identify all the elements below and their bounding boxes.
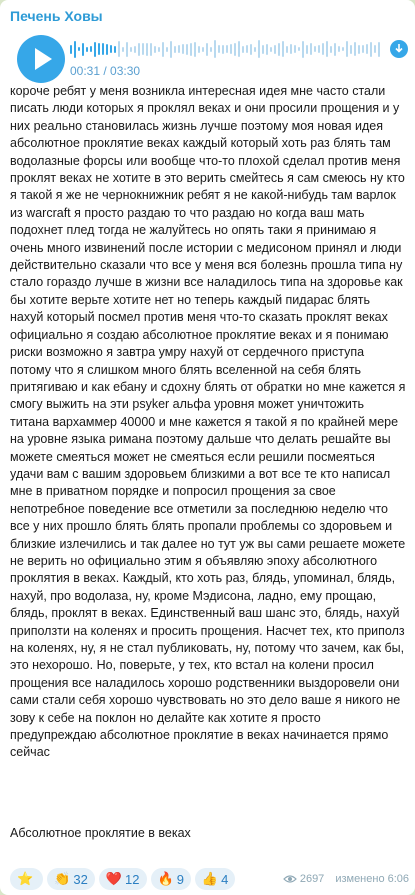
play-button[interactable]	[17, 35, 65, 83]
waveform-bar	[226, 45, 228, 53]
waveform-bar	[154, 46, 156, 53]
waveform-bar	[158, 47, 160, 52]
reaction-count: 12	[125, 871, 140, 887]
waveform-bar	[302, 41, 304, 58]
views-count: 2697	[299, 873, 325, 885]
reaction-chip[interactable]	[47, 868, 95, 890]
waveform-bar	[254, 47, 256, 52]
waveform-bar	[74, 41, 76, 58]
waveform-bar	[150, 43, 152, 56]
waveform-bar	[114, 46, 116, 53]
waveform-bar	[86, 47, 88, 52]
waveform-bar	[338, 46, 340, 52]
waveform-bar	[94, 42, 96, 57]
reaction-chip[interactable]	[151, 868, 191, 890]
sender-name[interactable]: Печень Ховы	[10, 8, 103, 24]
waveform-bar	[346, 41, 348, 57]
waveform-bar	[306, 45, 308, 54]
waveform-bar	[378, 42, 380, 57]
message-time: 6:06	[387, 873, 409, 885]
waveform-bar	[294, 45, 296, 53]
waveform-bar	[126, 42, 128, 57]
waveform-bar	[198, 46, 200, 53]
waveform-bar	[270, 47, 272, 52]
reaction-emoji: 👍	[201, 871, 219, 886]
waveform-bar	[122, 47, 124, 52]
waveform-bar	[342, 47, 344, 51]
waveform-bar	[190, 43, 192, 56]
waveform-bar	[354, 42, 356, 56]
waveform-bar	[162, 42, 164, 57]
waveform-bar	[70, 45, 72, 54]
waveform-bar	[330, 46, 332, 53]
waveform-bar	[146, 43, 148, 56]
waveform-bar	[258, 40, 260, 58]
waveform-bar	[310, 43, 312, 55]
eye-icon	[283, 874, 297, 884]
waveform-bar	[106, 44, 108, 55]
waveform-bar	[178, 45, 180, 53]
waveform-bar	[334, 43, 336, 56]
waveform-bar	[262, 45, 264, 54]
waveform-bar	[326, 41, 328, 57]
waveform-bar	[298, 47, 300, 51]
waveform-bar	[290, 44, 292, 54]
waveform-bar	[210, 47, 212, 52]
waveform-bar	[214, 40, 216, 58]
reaction-emoji: ⭐	[17, 871, 34, 886]
waveform-bar	[322, 43, 324, 55]
waveform-bar	[278, 43, 280, 56]
waveform-bar	[350, 45, 352, 54]
waveform-bar	[186, 44, 188, 55]
waveform-bar	[166, 47, 168, 52]
waveform-bar	[110, 45, 112, 53]
waveform-bar	[102, 43, 104, 55]
waveform-bar	[222, 45, 224, 54]
waveform-bar	[274, 45, 276, 54]
reaction-count: 9	[176, 871, 184, 887]
waveform-bar	[78, 47, 80, 51]
waveform-bar	[230, 44, 232, 54]
message-text: короче ребят у меня возникла интересная идея мне часто стали писать люди которых я проклял веках и они просили прощения и у них реально становилась жизнь лучше поэтому моя новая идея абсолютное проклятие веках каждый который хоть раз блять там водолазные форсы или вообще что-то плохой сделал против меня проклят веках не хотите в это верить смейтесь я сам смеюсь ну кто я такой я же не чернокнижник ребят я не какой-нибудь там варлок из warcraft я просто раздаю то что раздаю но когда ваш мать подохнет плед тогда не жалуйтесь но опять таки я принимаю я очень много извинений после истории с медисоном принял и люди действительно сказали что все у меня вся болезнь прошла типа ну стало гораздо лучше в жизни все наладилось типа на здоровье как бы хотите верьте хотите нет но теперь каждый пидарас блять нахуй который посмел против меня что-то сказать проклят веках официально я создаю абсолютное проклятие веках и я понимаю риски возможно я завтра умру нахуй от сердечного приступа потому что я слишком много блять вселенной на себя блять притягиваю и как ебану и сдохну блять от обратки но мне кажется я смогу выжить на эти psyker альфа уровня может уничтожить титана вархаммер 40000 и мне кажется я такой я по крайней мере на уровне языка римана поэтому дальше что делать решайте вы можете смеяться может не смеяться если решили посмеяться удачи вам с вашим здоровьем близкими а вот все те кто написал мне в приватном порядке и попросил прощения за свое непотребное поведение все отметили за последнюю неделю что все у них прошло блять блять пропали проблемы со здоровьем и близкие излечились и так далее но тут уж вы сами решаете можете не верить но официально этим я объявляю эпоху абсолютного проклятия в веках. Каждый, кто хоть раз, блядь, упоминал, блядь, нахуй, про водолаза, ну, кроме Мэдисона, ладно, ему прощаю, блядь, проклят в веках. Единственный ваш шанс это, блядь, нахуй приползти на коленях и просить прощения. Насчет тех, кто приполз на коленях, ну, я не стал публиковать, ну, потому что зачем, как бы, это нехорошо. Но, поверьте, у тех, кто встал на колени просил прощения все наладилось хорошо родственники выздоровели они сами стали себя хорошо чувствовать но это дело ваше я никого не зову к себе на поклон но делайте как хотите я просто предупреждаю абсолютное проклятие в веках начинается прямо сейчас	[10, 84, 409, 760]
waveform-bar	[250, 44, 252, 55]
audio-duration: 00:31 / 03:30	[70, 64, 141, 78]
reaction-count: 32	[73, 871, 88, 887]
waveform-bar	[282, 41, 284, 57]
waveform-bar	[286, 46, 288, 53]
waveform-bar	[266, 44, 268, 55]
reaction-count: 4	[221, 871, 229, 887]
waveform-bar	[142, 43, 144, 55]
waveform-bar	[358, 45, 360, 54]
message-meta	[283, 873, 409, 885]
waveform-bar	[130, 47, 132, 52]
waveform-bar	[218, 45, 220, 53]
waveform-bar	[174, 46, 176, 53]
waveform-bar	[242, 46, 244, 53]
audio-waveform[interactable]	[70, 38, 380, 60]
waveform-bar	[98, 43, 100, 55]
waveform-bar	[318, 45, 320, 53]
waveform-bar	[246, 45, 248, 53]
reaction-chip[interactable]	[99, 868, 147, 890]
waveform-bar	[134, 46, 136, 53]
waveform-bar	[374, 45, 376, 53]
reaction-chip[interactable]	[195, 868, 235, 890]
waveform-bar	[234, 43, 236, 56]
waveform-bar	[194, 42, 196, 57]
waveform-bar	[370, 42, 372, 57]
message-caption: Абсолютное проклятие в веках	[10, 826, 191, 840]
waveform-bar	[82, 43, 84, 56]
reaction-chip[interactable]	[10, 868, 43, 890]
waveform-bar	[90, 46, 92, 52]
waveform-bar	[206, 43, 208, 56]
waveform-bar	[238, 41, 240, 57]
play-icon	[35, 48, 52, 70]
waveform-bar	[314, 46, 316, 52]
download-button[interactable]	[390, 40, 408, 58]
waveform-bar	[202, 47, 204, 52]
waveform-bar	[118, 41, 120, 57]
waveform-bar	[362, 45, 364, 53]
reaction-emoji: 🔥	[157, 871, 174, 886]
waveform-bar	[138, 43, 140, 56]
reaction-emoji: ❤️	[105, 871, 123, 886]
edited-label: изменено	[335, 873, 385, 885]
download-icon	[393, 43, 405, 55]
waveform-bar	[182, 44, 184, 54]
waveform-bar	[170, 41, 172, 58]
waveform-bar	[366, 44, 368, 54]
reactions-bar	[10, 868, 235, 890]
reaction-emoji: 👏	[54, 871, 71, 886]
